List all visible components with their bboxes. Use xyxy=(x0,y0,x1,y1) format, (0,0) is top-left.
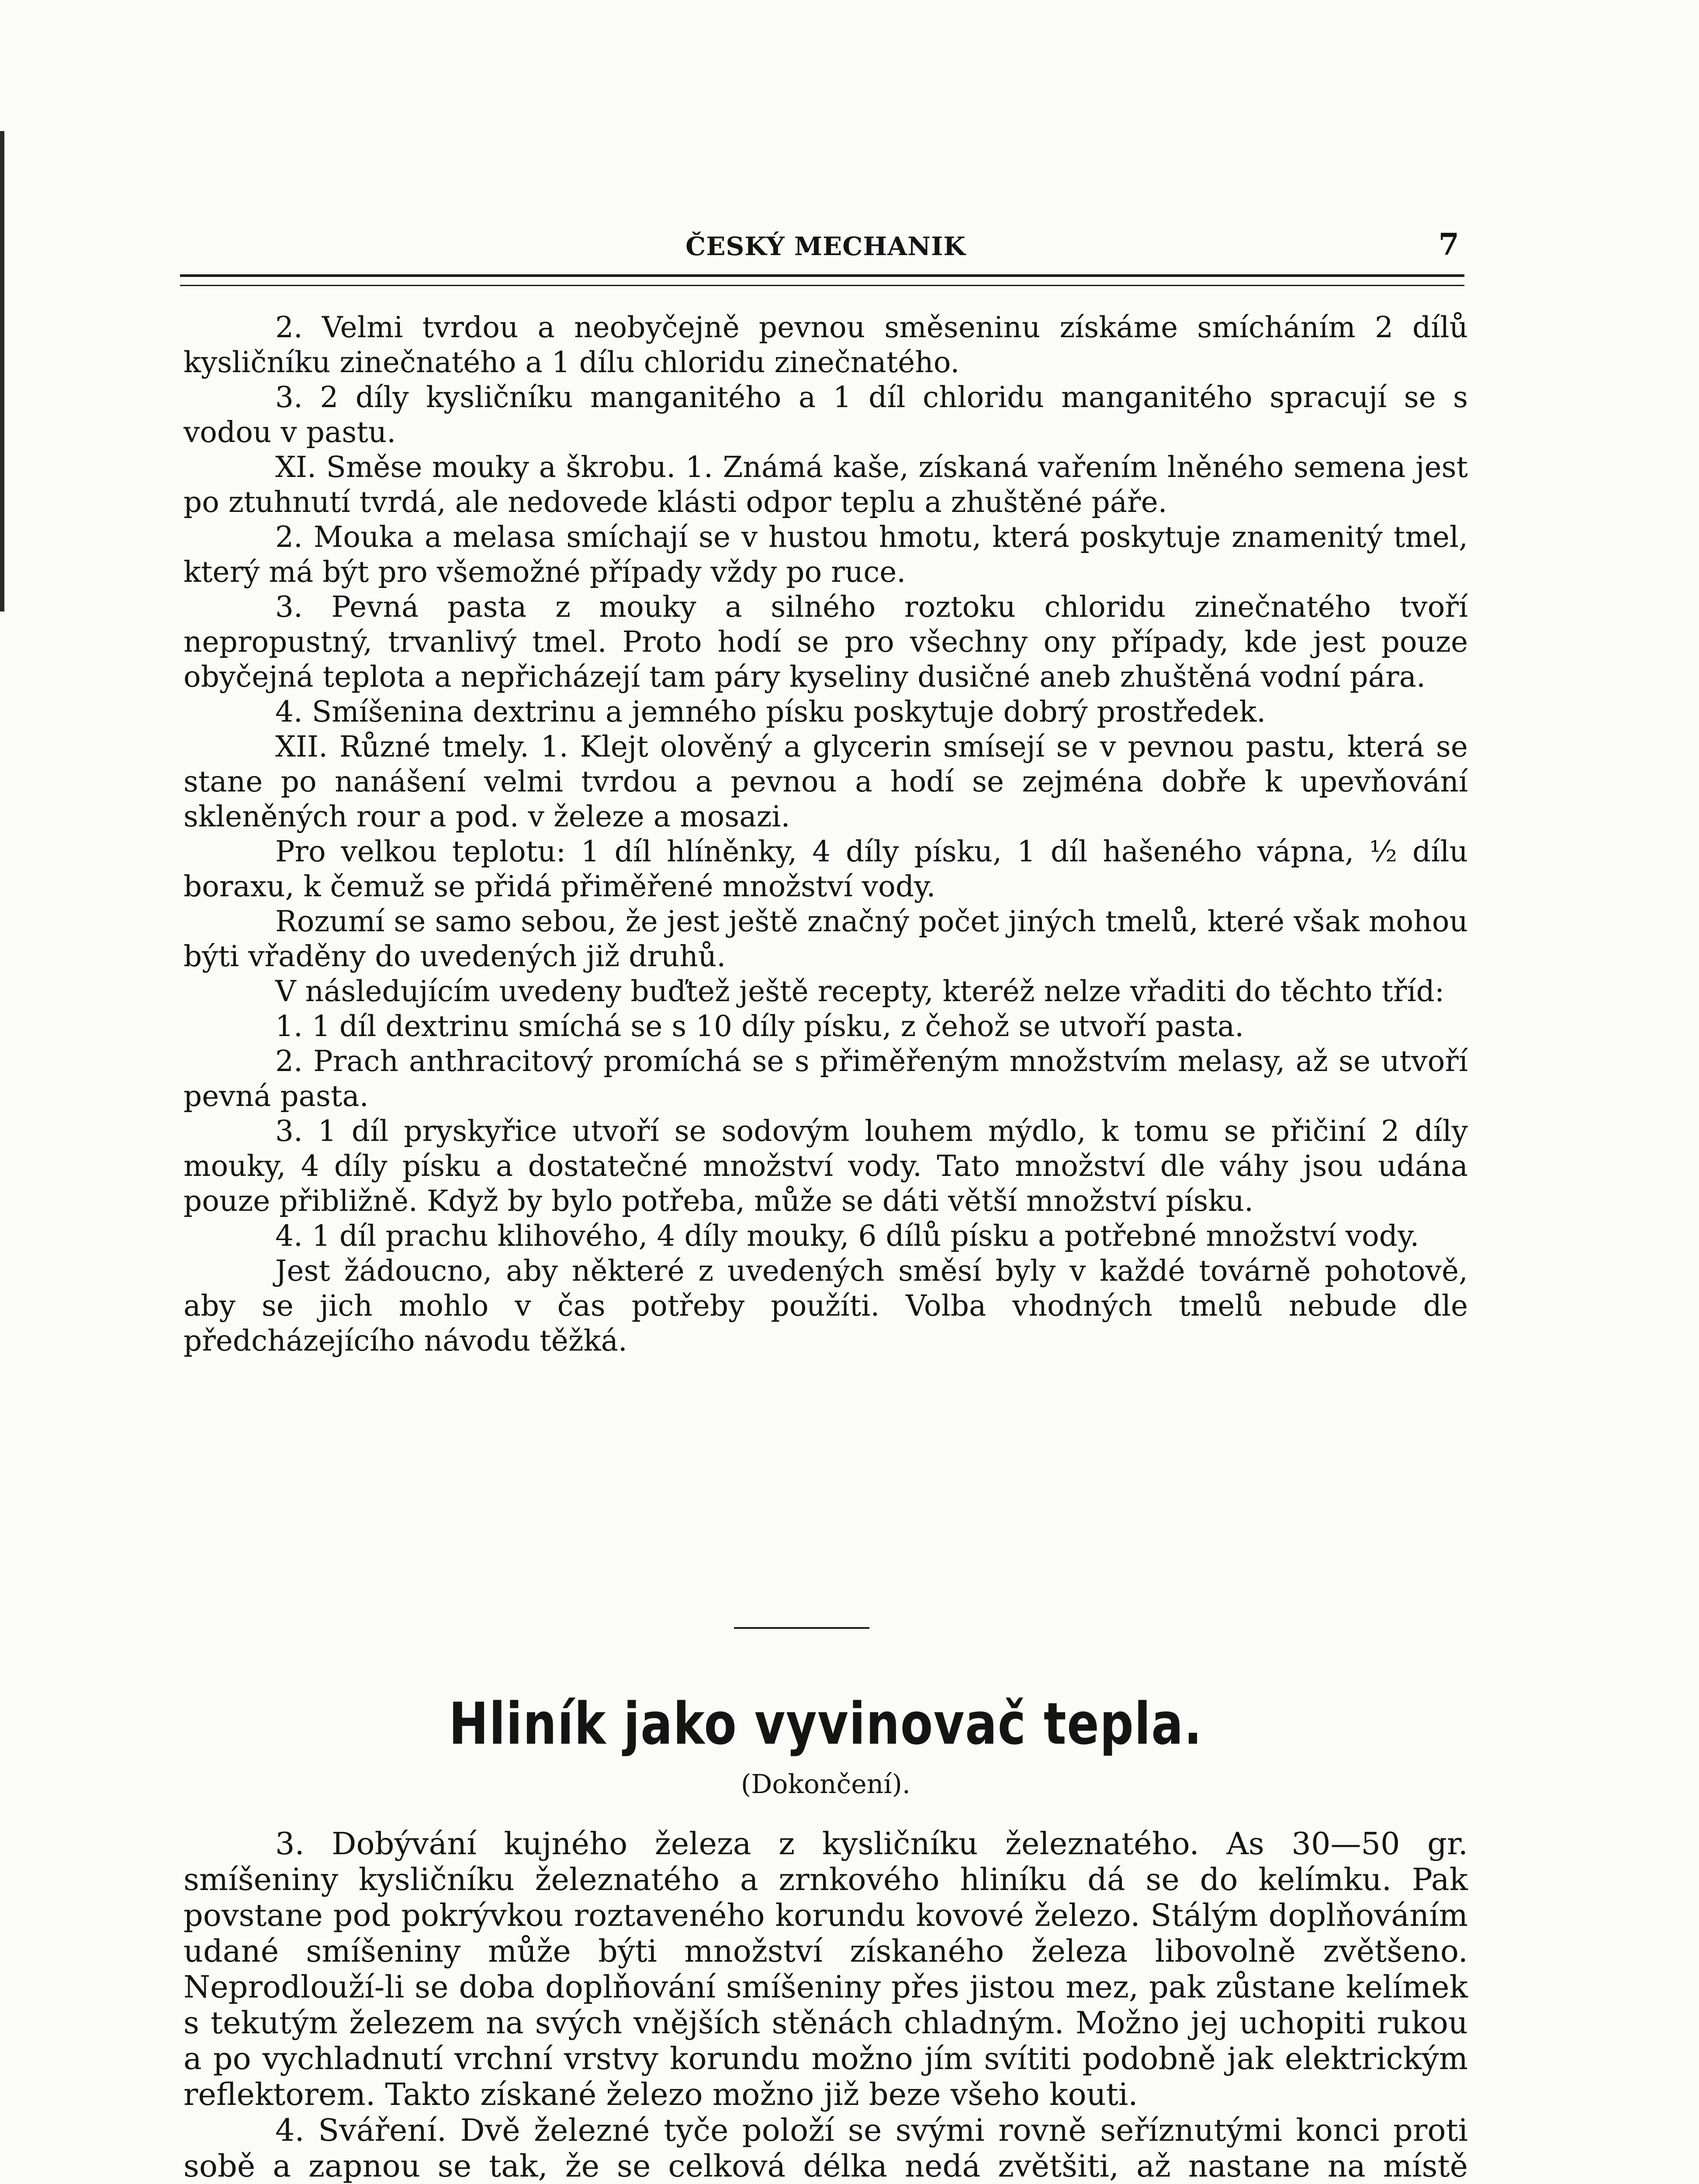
paragraph: 2. Velmi tvrdou a neobyčejně pevnou směseninu získáme smícháním 2 dílů kysličníku zinečnatého a 1 dílu chloridu zinečnatého. xyxy=(183,311,1468,379)
section-title: Hliník jako vyvinovač tepla. xyxy=(449,1690,1203,1758)
paragraph: 3. Pevná pasta z mouky a silného roztoku chloridu zinečnatého tvoří nepropustný, trvanlivý tmel. Proto hodí se pro všechny ony případy, kde jest pouze obyčejná teplota a nepřicházejí tam páry kyseliny dusičné aneb zhuštěná vodní pára. xyxy=(183,590,1468,694)
paragraph: 4. 1 díl prachu klihového, 4 díly mouky, 6 dílů písku a potřebné množství vody. xyxy=(275,1219,1419,1253)
journal-title: ČESKÝ MECHANIK xyxy=(685,232,966,261)
section-divider xyxy=(734,1627,869,1629)
paragraph: 2. Mouka a melasa smíchají se v hustou hmotu, která poskytuje znamenitý tmel, který má být pro všemožné případy vždy po ruce. xyxy=(183,520,1468,589)
paragraph: 4. Sváření. Dvě železné tyče položí se svými rovně seříznutými konci proti sobě a zapnou se tak, že se celková délka nedá zvětšiti, až nastane na místě xyxy=(183,2112,1468,2184)
paragraph-heading-xii: XII. Různé tmely. 1. Klejt olověný a glycerin smísejí se v pevnou pastu, která se stane po nanášení velmi tvrdou a pevnou a hodí se zejména dobře k upevňování skleněných rour a pod. v železe a mosazi. xyxy=(183,730,1468,833)
paragraph: Jest žádoucno, aby některé z uvedených směsí byly v každé továrně pohotově, aby se jich mohlo v čas potřeby použíti. Volba vhodných tmelů nebude dle předcházejícího návodu těžká. xyxy=(183,1254,1468,1358)
body-text-part2 xyxy=(183,1826,1468,2184)
paragraph: 3. 1 díl pryskyřice utvoří se sodovým louhem mýdlo, k tomu se přičiní 2 díly mouky, 4 díly písku a dostatečné množství vody. Tato množství dle váhy jsou udána pouze přibližně. Když by bylo potřeba, může se dáti větší množství písku. xyxy=(183,1114,1468,1218)
paragraph: Pro velkou teplotu: 1 díl hlíněnky, 4 díly písku, 1 díl hašeného vápna, ½ dílu boraxu, k čemuž se přidá přiměřené množství vody. xyxy=(183,835,1468,903)
section-subtitle: (Dokončení). xyxy=(741,1769,911,1800)
paragraph: Rozumí se samo sebou, že jest ještě značný počet jiných tmelů, které však mohou býti vřaděny do uvedených již druhů. xyxy=(183,905,1468,973)
header-double-rule xyxy=(180,274,1464,286)
paragraph: 4. Smíšenina dextrinu a jemného písku poskytuje dobrý prostředek. xyxy=(275,695,1266,729)
binding-edge-mark xyxy=(0,131,4,612)
paragraph: 3. 2 díly kysličníku manganitého a 1 díl chloridu manganitého spracují se s vodou v pastu. xyxy=(183,380,1468,449)
body-text-part1 xyxy=(183,310,1468,1358)
paragraph: 3. Dobývání kujného železa z kysličníku železnatého. As 30—50 gr. smíšeniny kysličníku železnatého a zrnkového hliníku dá se do kelímku. Pak povstane pod pokrývkou roztaveného korundu kovové železo. Stálým doplňováním udané smíšeniny může býti množství získaného železa libovolně zvětšeno. Neprodlouží-li se doba doplňování smíšeniny přes jistou mez, pak zůstane kelímek s tekutým železem na svých vnějších stěnách chladným. Možno jej uchopiti rukou a po vychladnutí vrchní vrstvy korundu možno jím svítiti podobně jak elektrickým reflektorem. Takto získané železo možno již beze všeho kouti. xyxy=(183,1826,1468,2112)
paragraph: V následujícím uvedeny buďtež ještě recepty, kteréž nelze vřaditi do těchto tříd: xyxy=(275,975,1445,1008)
paragraph: 2. Prach anthracitový promíchá se s přiměřeným množstvím melasy, až se utvoří pevná pasta. xyxy=(183,1044,1468,1113)
paragraph: 1. 1 díl dextrinu smíchá se s 10 díly písku, z čehož se utvoří pasta. xyxy=(275,1009,1244,1043)
running-header xyxy=(188,227,1464,271)
paragraph-heading-xi: XI. Směse mouky a škrobu. 1. Známá kaše, získaná vařením lněného semena jest po ztuhnutí tvrdá, ale nedovede klásti odpor teplu a zhuštěné páře. xyxy=(183,450,1468,519)
page-number: 7 xyxy=(1438,227,1459,262)
